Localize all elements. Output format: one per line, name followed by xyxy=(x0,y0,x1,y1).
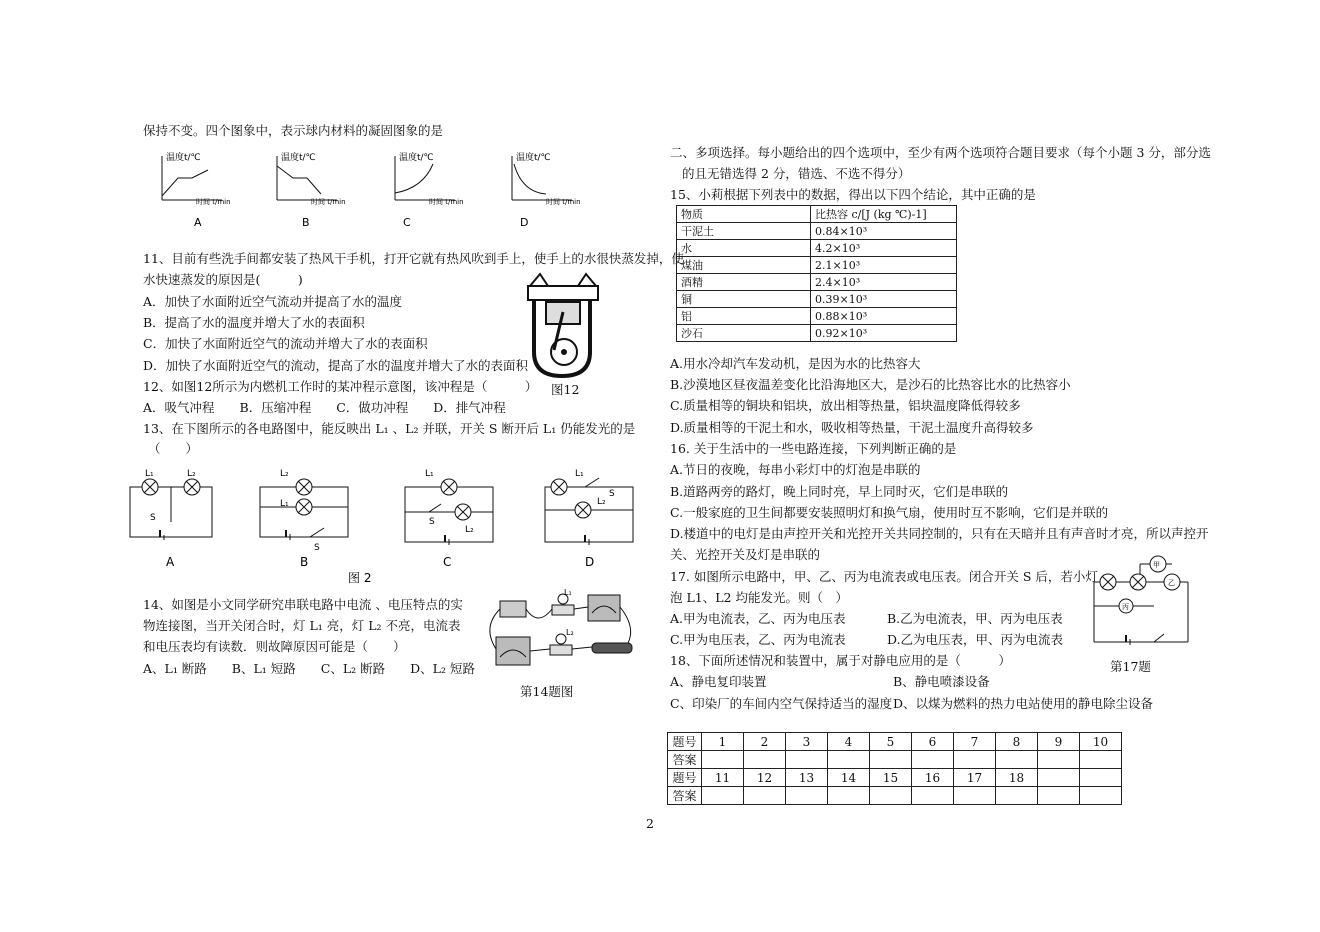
table-row xyxy=(677,240,957,257)
q17-meter-bing: 丙 xyxy=(1122,603,1129,611)
q17-fig-caption: 第17题 xyxy=(1110,659,1151,674)
graph-c-label: C xyxy=(403,216,411,229)
engine-figure xyxy=(520,272,605,382)
answer-input-cell[interactable] xyxy=(870,787,912,805)
answer-input-cell[interactable] xyxy=(1080,751,1122,769)
answer-cell: 16 xyxy=(912,769,954,787)
answer-cell: 题号 xyxy=(668,769,702,787)
circuit-d-l2: L₂ xyxy=(597,497,606,507)
table-header-cell: 物质 xyxy=(677,206,811,223)
answer-cell: 10 xyxy=(1080,733,1122,751)
answer-input-cell[interactable] xyxy=(744,787,786,805)
q12-stem: 12、如图12所示为内燃机工作时的某冲程示意图，该冲程是（ ） xyxy=(143,379,538,394)
q15-option-b: B.沙漠地区昼夜温差变化比沿海地区大，是沙石的比热容比水的比热容小 xyxy=(670,377,1071,392)
answer-input-cell[interactable] xyxy=(786,787,828,805)
answer-cell: 9 xyxy=(1038,733,1080,751)
q14-line-1: 14、如图是小文同学研究串联电路中电流 、电压特点的实 xyxy=(143,597,463,612)
table-cell: 铝 xyxy=(677,308,811,325)
answer-input-cell[interactable] xyxy=(744,751,786,769)
table-cell: 铜 xyxy=(677,291,811,308)
answer-input-cell[interactable] xyxy=(912,751,954,769)
graph-b xyxy=(277,151,346,229)
q17-option-d: D.乙为电压表，甲、丙为电流表 xyxy=(887,632,1064,647)
table-cell: 酒精 xyxy=(677,274,811,291)
graph-d xyxy=(512,151,581,229)
answer-input-cell[interactable] xyxy=(954,787,996,805)
table-cell: 2.4×10³ xyxy=(811,274,957,291)
q17-meter-jia: 甲 xyxy=(1153,561,1160,569)
graph-a-xlabel: 时间 t/min xyxy=(196,198,231,206)
circuit-d-l1: L₁ xyxy=(575,469,584,479)
q17-meter-yi: 乙 xyxy=(1168,579,1175,587)
q17-stem-2: 泡 L1、L2 均能发光。则（ ） xyxy=(670,590,848,605)
q13-stem-2: （ ） xyxy=(148,441,199,456)
table-cell: 0.84×10³ xyxy=(811,223,957,240)
answer-cell: 4 xyxy=(828,733,870,751)
circuit-d-label: D xyxy=(585,555,595,569)
table-row xyxy=(677,223,957,240)
q13-fig-caption: 图 2 xyxy=(348,571,372,585)
answer-cell: 1 xyxy=(702,733,744,751)
graph-a-ylabel: 温度t/℃ xyxy=(166,153,201,163)
table-cell: 0.92×10³ xyxy=(811,325,957,342)
q11-option-c: C．加快了水面附近空气的流动并增大了水的表面积 xyxy=(143,336,428,351)
section-title-1: 二、多项选择。每小题给出的四个选项中，至少有两个选项符合题目要求（每个小题 3 分，部分选 xyxy=(670,145,1211,160)
answer-cell: 11 xyxy=(702,769,744,787)
graph-d-xlabel: 时间 t/min xyxy=(546,198,581,206)
fig12-caption: 图12 xyxy=(551,382,580,397)
circuit-c-l2: L₂ xyxy=(465,525,474,535)
q14-line-3: 和电压表均有读数．则故障原因可能是（ ） xyxy=(143,639,406,654)
answer-input-cell[interactable] xyxy=(1038,787,1080,805)
graph-b-xlabel: 时间 t/min xyxy=(311,198,346,206)
q18-option-d: D、以煤为燃料的热力电站使用的静电除尘设备 xyxy=(893,696,1154,711)
q18-option-a: A、静电复印装置 xyxy=(670,674,767,689)
intro-text: 保持不变。四个图象中，表示球内材料的凝固图象的是 xyxy=(143,123,444,138)
table-header-cell: 比热容 c/[J (kg ℃)-1] xyxy=(811,206,957,223)
section-title-2: 的且无错选得 2 分，错选、不选不得分） xyxy=(682,166,911,181)
answer-table xyxy=(667,732,1122,805)
table-cell: 0.39×10³ xyxy=(811,291,957,308)
table-row xyxy=(677,274,957,291)
graph-b-label: B xyxy=(302,216,310,229)
answer-cell: 2 xyxy=(744,733,786,751)
answer-cell: 题号 xyxy=(668,733,702,751)
answer-input-cell[interactable] xyxy=(996,787,1038,805)
q17-circuit xyxy=(1090,552,1200,657)
table-row xyxy=(677,325,957,342)
q14-fig-caption: 第14题图 xyxy=(520,684,574,699)
answer-input-cell[interactable] xyxy=(828,787,870,805)
answer-input-cell[interactable] xyxy=(1080,787,1122,805)
circuit-c xyxy=(405,469,493,569)
graph-a xyxy=(162,151,231,229)
q16-option-a: A.节日的夜晚，每串小彩灯中的灯泡是串联的 xyxy=(670,462,921,477)
table-cell: 0.88×10³ xyxy=(811,308,957,325)
circuit-a-label: A xyxy=(166,555,175,569)
circuit-a-l2: L₂ xyxy=(187,469,196,479)
q16-option-c: C.一般家庭的卫生间都要安装照明灯和换气扇，使用时互不影响，它们是并联的 xyxy=(670,505,1109,520)
answer-row-answers-1 xyxy=(668,751,1122,769)
q13-circuits xyxy=(120,462,640,587)
circuit-a xyxy=(130,469,212,569)
q17-stem-1: 17. 如图所示电路中，甲、乙、丙为电流表或电压表。闭合开关 S 后，若小灯 xyxy=(670,569,1098,584)
q11-option-a: A．加快了水面附近空气流动并提高了水的温度 xyxy=(143,294,403,309)
answer-cell xyxy=(1038,769,1080,787)
answer-cell: 7 xyxy=(954,733,996,751)
circuit-d xyxy=(545,469,633,569)
answer-input-cell[interactable] xyxy=(954,751,996,769)
answer-input-cell[interactable] xyxy=(1038,751,1080,769)
table-row xyxy=(677,291,957,308)
table-cell: 干泥土 xyxy=(677,223,811,240)
answer-input-cell[interactable] xyxy=(828,751,870,769)
answer-cell: 8 xyxy=(996,733,1038,751)
circuit-a-l1: L₁ xyxy=(145,469,154,479)
q14-l1: L₁ xyxy=(564,588,572,597)
table-cell: 4.2×10³ xyxy=(811,240,957,257)
circuit-c-s: S xyxy=(429,517,435,527)
answer-row-header-2 xyxy=(668,769,1122,787)
circuit-b-s: S xyxy=(314,543,320,553)
answer-input-cell[interactable] xyxy=(786,751,828,769)
q11-option-b: B．提高了水的温度并增大了水的表面积 xyxy=(143,315,365,330)
answer-cell: 5 xyxy=(870,733,912,751)
table-row xyxy=(677,257,957,274)
q17-option-a: A.甲为电流表，乙、丙为电压表 xyxy=(670,611,846,626)
answer-input-cell[interactable] xyxy=(912,787,954,805)
q12-options: A．吸气冲程 B．压缩冲程 C．做功冲程 D．排气冲程 xyxy=(143,400,506,415)
table-cell: 沙石 xyxy=(677,325,811,342)
graph-b-ylabel: 温度t/℃ xyxy=(281,153,316,163)
answer-cell: 答案 xyxy=(668,787,702,805)
circuit-c-l1: L₁ xyxy=(425,469,434,479)
graph-c xyxy=(395,151,464,229)
q14-apparatus xyxy=(488,587,638,682)
temperature-graphs xyxy=(150,148,581,233)
q18-option-b: B、静电喷漆设备 xyxy=(893,674,990,689)
answer-cell: 12 xyxy=(744,769,786,787)
answer-row-answers-2 xyxy=(668,787,1122,805)
q18-option-c: C、印染厂的车间内空气保持适当的湿度 xyxy=(670,696,893,711)
graph-a-label: A xyxy=(194,216,202,229)
graph-c-ylabel: 温度t/℃ xyxy=(399,153,434,163)
answer-input-cell[interactable] xyxy=(702,751,744,769)
q14-options: A、L₁ 断路 B、L₁ 短路 C、L₂ 断路 D、L₂ 短路 xyxy=(143,661,475,676)
answer-row-header-1 xyxy=(668,733,1122,751)
answer-cell: 15 xyxy=(870,769,912,787)
answer-cell: 13 xyxy=(786,769,828,787)
q16-option-d-2: 关、光控开关及灯是串联的 xyxy=(670,547,821,562)
table-cell: 2.1×10³ xyxy=(811,257,957,274)
q14-l2: L₂ xyxy=(566,628,574,637)
circuit-b-label: B xyxy=(300,555,309,569)
q13-stem-1: 13、在下图所示的各电路图中，能反映出 L₁ 、L₂ 并联，开关 S 断开后 L₁ 仍能发光的是 xyxy=(143,421,636,436)
table-cell: 水 xyxy=(677,240,811,257)
q11-option-d: D．加快了水面附近空气的流动，提高了水的温度并增大了水的表面积 xyxy=(143,358,529,373)
q16-stem: 16. 关于生活中的一些电路连接，下列判断正确的是 xyxy=(670,441,957,456)
q11-stem-1: 11、目前有些洗手间都安装了热风干手机，打开它就有热风吹到手上，使手上的水很快蒸发掉，使 xyxy=(143,251,684,266)
answer-cell: 18 xyxy=(996,769,1038,787)
table-row xyxy=(677,308,957,325)
answer-cell: 答案 xyxy=(668,751,702,769)
q17-option-b: B.乙为电流表，甲、丙为电压表 xyxy=(887,611,1063,626)
answer-input-cell[interactable] xyxy=(702,787,744,805)
q15-option-c: C.质量相等的铜块和铝块，放出相等热量，铝块温度降低得较多 xyxy=(670,398,1021,413)
circuit-d-s: S xyxy=(609,489,615,499)
q17-option-c: C.甲为电压表，乙、丙为电流表 xyxy=(670,632,846,647)
q16-option-d-1: D.楼道中的电灯是由声控开关和光控开关共同控制的，只有在天暗并且有声音时才亮，所以声控开 xyxy=(670,526,1209,541)
answer-input-cell[interactable] xyxy=(996,751,1038,769)
answer-cell xyxy=(1080,769,1122,787)
q15-stem: 15、小莉根据下列表中的数据，得出以下四个结论，其中正确的是 xyxy=(670,187,1036,202)
answer-cell: 3 xyxy=(786,733,828,751)
q16-option-b: B.道路两旁的路灯，晚上同时亮，早上同时灭，它们是串联的 xyxy=(670,484,1009,499)
table-header-row xyxy=(677,206,957,223)
circuit-b-l1: L₁ xyxy=(280,499,289,509)
specific-heat-table xyxy=(676,205,957,342)
q15-option-a: A.用水冷却汽车发动机，是因为水的比热容大 xyxy=(670,356,921,371)
graph-c-xlabel: 时间 t/min xyxy=(429,198,464,206)
q18-stem: 18、下面所述情况和装置中，属于对静电应用的是（ ） xyxy=(670,653,1011,668)
circuit-c-label: C xyxy=(443,555,452,569)
graph-d-ylabel: 温度t/℃ xyxy=(516,153,551,163)
graph-d-label: D xyxy=(520,216,529,229)
circuit-b xyxy=(260,469,348,569)
page-number: 2 xyxy=(646,816,654,831)
answer-input-cell[interactable] xyxy=(870,751,912,769)
table-cell: 煤油 xyxy=(677,257,811,274)
q15-option-d: D.质量相等的干泥土和水，吸收相等热量，干泥土温度升高得较多 xyxy=(670,420,1034,435)
circuit-b-l2: L₂ xyxy=(280,469,289,479)
circuit-a-s: S xyxy=(150,513,156,523)
q14-line-2: 物连接图，当开关闭合时，灯 L₁ 亮，灯 L₂ 不亮，电流表 xyxy=(143,618,461,633)
answer-cell: 6 xyxy=(912,733,954,751)
answer-cell: 17 xyxy=(954,769,996,787)
q11-stem-2: 水快速蒸发的原因是( ) xyxy=(143,272,303,287)
answer-cell: 14 xyxy=(828,769,870,787)
